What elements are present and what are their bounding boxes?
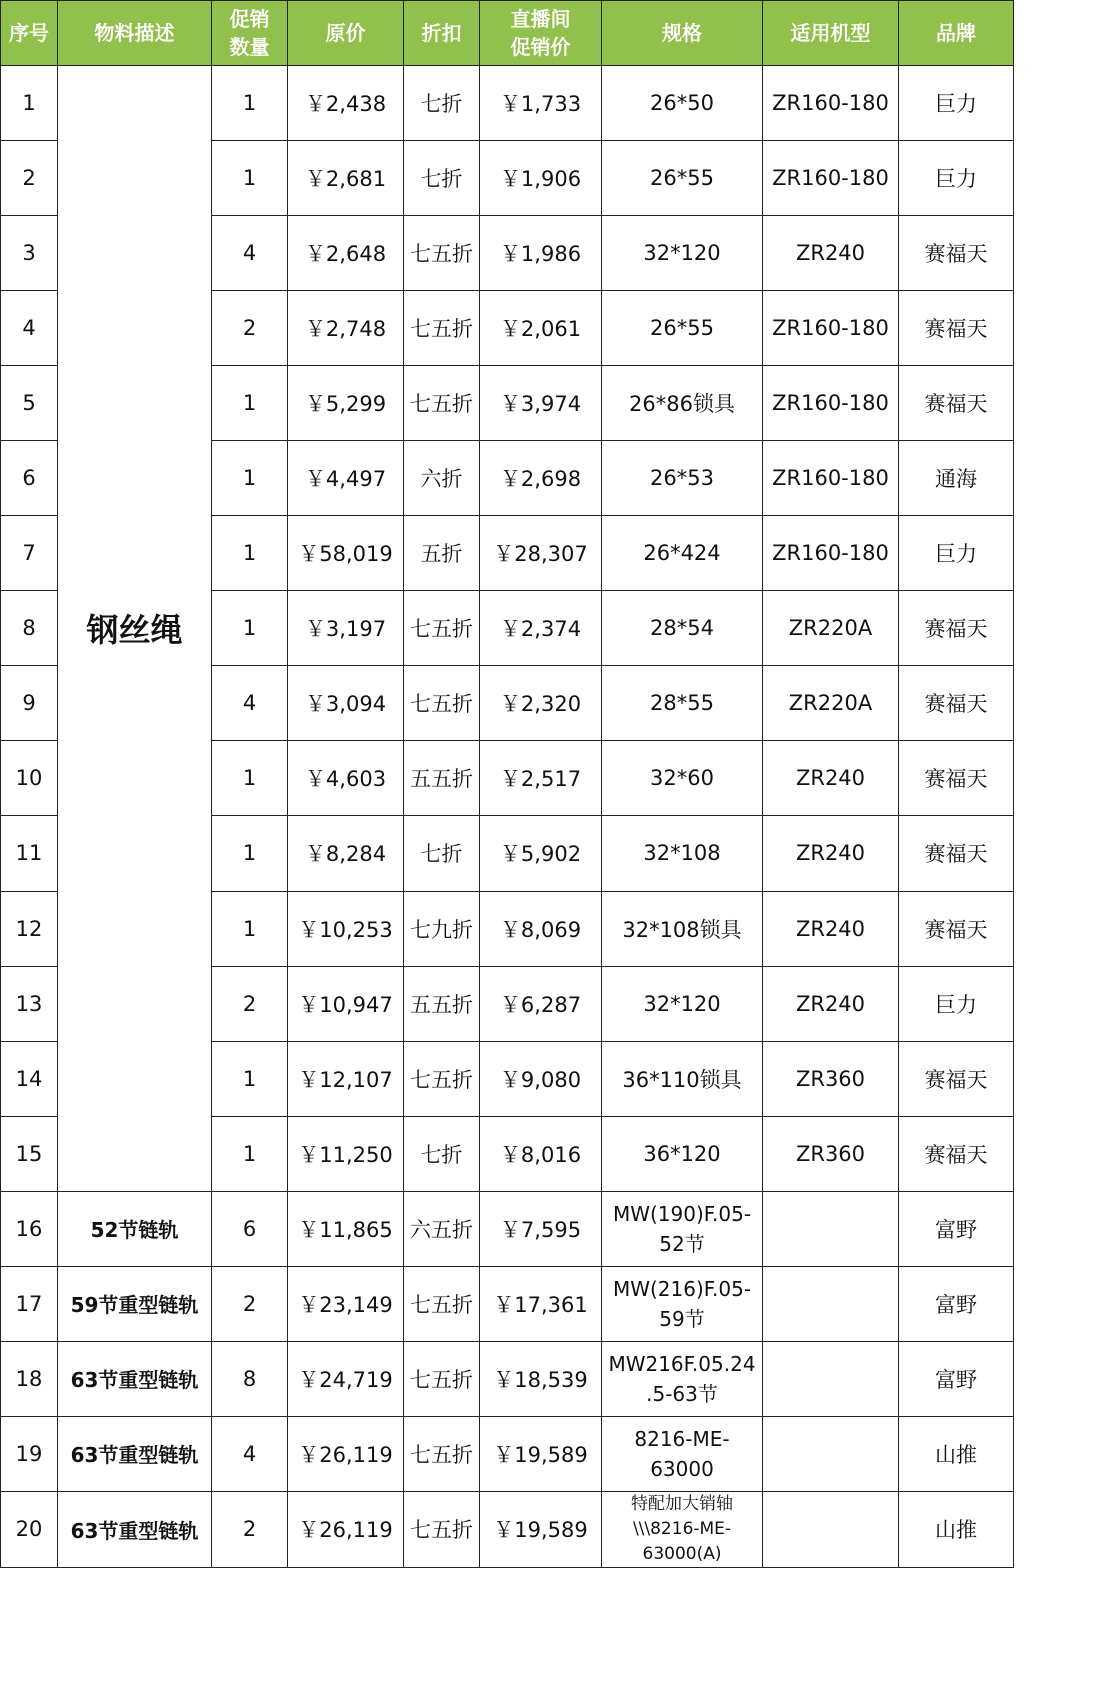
cell-discount: 七五折	[404, 1341, 480, 1416]
cell-model	[763, 1491, 899, 1567]
cell-model	[763, 1416, 899, 1491]
cell-discount: 六折	[404, 441, 480, 516]
spec-line: 26*55	[650, 166, 714, 191]
cell-spec	[602, 966, 763, 1041]
cell-brand: 赛福天	[899, 741, 1014, 816]
header-description	[58, 1, 212, 66]
cell-no: 11	[1, 816, 58, 891]
cell-quantity: 1	[212, 1116, 288, 1191]
cell-brand: 巨力	[899, 141, 1014, 216]
cell-promo-price: ￥2,517	[480, 741, 602, 816]
cell-quantity: 2	[212, 966, 288, 1041]
cell-quantity: 1	[212, 141, 288, 216]
cell-promo-price: ￥19,589	[480, 1416, 602, 1491]
cell-brand: 赛福天	[899, 891, 1014, 966]
cell-quantity: 1	[212, 66, 288, 141]
cell-price: ￥12,107	[288, 1041, 404, 1116]
cell-spec	[602, 1266, 763, 1341]
cell-promo-price: ￥1,733	[480, 66, 602, 141]
cell-price: ￥26,119	[288, 1491, 404, 1567]
header-price	[288, 1, 404, 66]
header-brand	[899, 1, 1014, 66]
spec-line: MW(190)F.05-	[612, 1201, 752, 1226]
cell-model: ZR220A	[763, 666, 899, 741]
cell-brand: 富野	[899, 1266, 1014, 1341]
cell-discount: 七五折	[404, 591, 480, 666]
spec-line: 8216-ME-	[634, 1426, 730, 1451]
spec-line: 26*53	[650, 466, 714, 491]
cell-spec	[602, 891, 763, 966]
spec-line: 36*120	[643, 1141, 721, 1166]
cell-brand: 富野	[899, 1191, 1014, 1266]
cell-price: ￥2,748	[288, 291, 404, 366]
cell-brand: 通海	[899, 441, 1014, 516]
cell-spec	[602, 666, 763, 741]
header-line: 规格	[662, 21, 702, 45]
cell-quantity: 4	[212, 216, 288, 291]
cell-discount: 五五折	[404, 741, 480, 816]
cell-price: ￥4,497	[288, 441, 404, 516]
cell-discount: 六五折	[404, 1191, 480, 1266]
cell-quantity: 4	[212, 1416, 288, 1491]
header-line: 原价	[325, 21, 366, 45]
cell-no: 19	[1, 1416, 58, 1491]
header-line: 促销价	[510, 35, 571, 59]
cell-discount: 七九折	[404, 891, 480, 966]
cell-no: 3	[1, 216, 58, 291]
table-row	[1, 66, 1014, 141]
cell-model	[763, 1341, 899, 1416]
header-discount	[404, 1, 480, 66]
header-line: 折扣	[421, 21, 462, 45]
cell-promo-price: ￥7,595	[480, 1191, 602, 1266]
header-no	[1, 1, 58, 66]
cell-brand: 富野	[899, 1341, 1014, 1416]
cell-quantity: 4	[212, 666, 288, 741]
cell-description: 59节重型链轨	[58, 1266, 212, 1341]
spec-line: 28*55	[650, 691, 714, 716]
cell-no: 13	[1, 966, 58, 1041]
cell-brand: 赛福天	[899, 1041, 1014, 1116]
cell-spec	[602, 366, 763, 441]
cell-spec	[602, 1416, 763, 1491]
cell-brand: 赛福天	[899, 366, 1014, 441]
spec-line: 32*60	[650, 766, 714, 791]
cell-spec	[602, 1191, 763, 1266]
cell-model: ZR160-180	[763, 516, 899, 591]
header-row	[1, 1, 1014, 66]
cell-discount: 七五折	[404, 1041, 480, 1116]
cell-quantity: 1	[212, 441, 288, 516]
cell-description: 63节重型链轨	[58, 1491, 212, 1567]
header-line: 促销	[229, 7, 270, 31]
cell-no: 14	[1, 1041, 58, 1116]
spec-line: 32*108	[643, 841, 721, 866]
cell-description: 63节重型链轨	[58, 1341, 212, 1416]
cell-model: ZR360	[763, 1041, 899, 1116]
cell-discount: 七五折	[404, 366, 480, 441]
cell-promo-price: ￥9,080	[480, 1041, 602, 1116]
cell-spec	[602, 66, 763, 141]
cell-no: 18	[1, 1341, 58, 1416]
cell-promo-price: ￥2,374	[480, 591, 602, 666]
table-row	[1, 1191, 1014, 1266]
cell-brand: 山推	[899, 1416, 1014, 1491]
cell-spec	[602, 216, 763, 291]
cell-spec	[602, 591, 763, 666]
spec-line: 26*55	[650, 316, 714, 341]
cell-discount: 七折	[404, 141, 480, 216]
cell-price: ￥11,250	[288, 1116, 404, 1191]
cell-quantity: 1	[212, 1041, 288, 1116]
spec-line: 32*120	[643, 241, 721, 266]
cell-spec	[602, 291, 763, 366]
cell-model: ZR160-180	[763, 66, 899, 141]
cell-quantity: 1	[212, 816, 288, 891]
spec-line: 63000	[650, 1456, 714, 1481]
cell-discount: 七五折	[404, 291, 480, 366]
spec-line: 52节	[659, 1231, 705, 1256]
table-row	[1, 1416, 1014, 1491]
cell-no: 20	[1, 1491, 58, 1567]
cell-brand: 赛福天	[899, 666, 1014, 741]
cell-description: 63节重型链轨	[58, 1416, 212, 1491]
cell-model: ZR160-180	[763, 366, 899, 441]
cell-brand: 巨力	[899, 516, 1014, 591]
spec-line: \\\8216-ME-	[632, 1518, 732, 1539]
header-promo-price	[480, 1, 602, 66]
spec-line: MW216F.05.24	[608, 1351, 756, 1376]
spec-line: 36*110锁具	[622, 1067, 742, 1092]
cell-discount: 五折	[404, 516, 480, 591]
cell-price: ￥5,299	[288, 366, 404, 441]
cell-price: ￥3,094	[288, 666, 404, 741]
cell-price: ￥3,197	[288, 591, 404, 666]
cell-brand: 赛福天	[899, 1116, 1014, 1191]
cell-promo-price: ￥5,902	[480, 816, 602, 891]
cell-quantity: 2	[212, 1266, 288, 1341]
spec-line: 63000(A)	[642, 1543, 722, 1564]
header-line: 数量	[229, 35, 270, 59]
cell-no: 12	[1, 891, 58, 966]
header-spec	[602, 1, 763, 66]
table-row	[1, 1491, 1014, 1567]
cell-discount: 七五折	[404, 1416, 480, 1491]
cell-spec	[602, 1116, 763, 1191]
cell-spec	[602, 1491, 763, 1567]
header-model	[763, 1, 899, 66]
cell-quantity: 1	[212, 741, 288, 816]
cell-no: 10	[1, 741, 58, 816]
cell-spec	[602, 816, 763, 891]
table-row	[1, 1341, 1014, 1416]
cell-discount: 五五折	[404, 966, 480, 1041]
cell-price: ￥26,119	[288, 1416, 404, 1491]
cell-model: ZR360	[763, 1116, 899, 1191]
cell-brand: 赛福天	[899, 216, 1014, 291]
cell-price: ￥11,865	[288, 1191, 404, 1266]
cell-brand: 巨力	[899, 66, 1014, 141]
cell-quantity: 1	[212, 591, 288, 666]
spec-line: 特配加大销轴	[631, 1493, 733, 1514]
cell-price: ￥2,681	[288, 141, 404, 216]
cell-no: 5	[1, 366, 58, 441]
spec-line: 26*86锁具	[629, 392, 735, 417]
spec-line: 28*54	[650, 616, 714, 641]
cell-brand: 赛福天	[899, 291, 1014, 366]
cell-model	[763, 1191, 899, 1266]
cell-promo-price: ￥3,974	[480, 366, 602, 441]
cell-no: 2	[1, 141, 58, 216]
cell-no: 9	[1, 666, 58, 741]
cell-model	[763, 1266, 899, 1341]
cell-price: ￥8,284	[288, 816, 404, 891]
cell-description: 52节链轨	[58, 1191, 212, 1266]
cell-quantity: 2	[212, 291, 288, 366]
cell-discount: 七五折	[404, 666, 480, 741]
cell-spec	[602, 741, 763, 816]
cell-promo-price: ￥8,069	[480, 891, 602, 966]
header-line: 品牌	[936, 21, 976, 45]
cell-brand: 山推	[899, 1491, 1014, 1567]
cell-model: ZR220A	[763, 591, 899, 666]
cell-promo-price: ￥19,589	[480, 1491, 602, 1567]
cell-promo-price: ￥2,320	[480, 666, 602, 741]
spec-line: 32*120	[643, 991, 721, 1016]
cell-spec	[602, 441, 763, 516]
spec-line: .5-63节	[646, 1381, 718, 1406]
cell-promo-price: ￥2,698	[480, 441, 602, 516]
cell-promo-price: ￥1,986	[480, 216, 602, 291]
spec-line: 26*50	[650, 91, 714, 116]
cell-quantity: 1	[212, 516, 288, 591]
cell-promo-price: ￥6,287	[480, 966, 602, 1041]
cell-promo-price: ￥8,016	[480, 1116, 602, 1191]
header-line: 直播间	[510, 7, 571, 31]
cell-promo-price: ￥18,539	[480, 1341, 602, 1416]
cell-spec	[602, 141, 763, 216]
cell-promo-price: ￥2,061	[480, 291, 602, 366]
cell-promo-price: ￥1,906	[480, 141, 602, 216]
header-quantity	[212, 1, 288, 66]
header-line: 适用机型	[790, 21, 871, 45]
cell-model: ZR160-180	[763, 291, 899, 366]
cell-price: ￥2,438	[288, 66, 404, 141]
cell-price: ￥23,149	[288, 1266, 404, 1341]
cell-no: 7	[1, 516, 58, 591]
cell-quantity: 1	[212, 366, 288, 441]
cell-spec	[602, 516, 763, 591]
cell-no: 16	[1, 1191, 58, 1266]
spec-line: 32*108锁具	[622, 917, 742, 942]
cell-promo-price: ￥28,307	[480, 516, 602, 591]
cell-spec	[602, 1341, 763, 1416]
cell-discount: 七折	[404, 66, 480, 141]
cell-brand: 巨力	[899, 966, 1014, 1041]
header-line: 序号	[9, 21, 49, 45]
table-row	[1, 1266, 1014, 1341]
cell-price: ￥24,719	[288, 1341, 404, 1416]
cell-price: ￥10,253	[288, 891, 404, 966]
cell-quantity: 6	[212, 1191, 288, 1266]
cell-description: 钢丝绳	[58, 66, 212, 1192]
cell-model: ZR160-180	[763, 141, 899, 216]
cell-brand: 赛福天	[899, 591, 1014, 666]
spec-line: 26*424	[643, 541, 721, 566]
cell-quantity: 8	[212, 1341, 288, 1416]
cell-quantity: 2	[212, 1491, 288, 1567]
cell-no: 6	[1, 441, 58, 516]
cell-no: 15	[1, 1116, 58, 1191]
cell-spec	[602, 1041, 763, 1116]
header-line: 物料描述	[94, 21, 175, 45]
cell-quantity: 1	[212, 891, 288, 966]
cell-discount: 七折	[404, 1116, 480, 1191]
cell-no: 17	[1, 1266, 58, 1341]
cell-model: ZR240	[763, 216, 899, 291]
cell-discount: 七五折	[404, 216, 480, 291]
cell-model: ZR240	[763, 891, 899, 966]
cell-no: 8	[1, 591, 58, 666]
cell-price: ￥58,019	[288, 516, 404, 591]
cell-discount: 七折	[404, 816, 480, 891]
cell-model: ZR160-180	[763, 441, 899, 516]
cell-brand: 赛福天	[899, 816, 1014, 891]
cell-no: 1	[1, 66, 58, 141]
spec-line: MW(216)F.05-	[612, 1276, 752, 1301]
cell-discount: 七五折	[404, 1266, 480, 1341]
cell-discount: 七五折	[404, 1491, 480, 1567]
spec-line: 59节	[659, 1306, 705, 1331]
cell-price: ￥4,603	[288, 741, 404, 816]
cell-model: ZR240	[763, 816, 899, 891]
cell-price: ￥10,947	[288, 966, 404, 1041]
cell-promo-price: ￥17,361	[480, 1266, 602, 1341]
cell-no: 4	[1, 291, 58, 366]
cell-model: ZR240	[763, 741, 899, 816]
cell-model: ZR240	[763, 966, 899, 1041]
cell-price: ￥2,648	[288, 216, 404, 291]
